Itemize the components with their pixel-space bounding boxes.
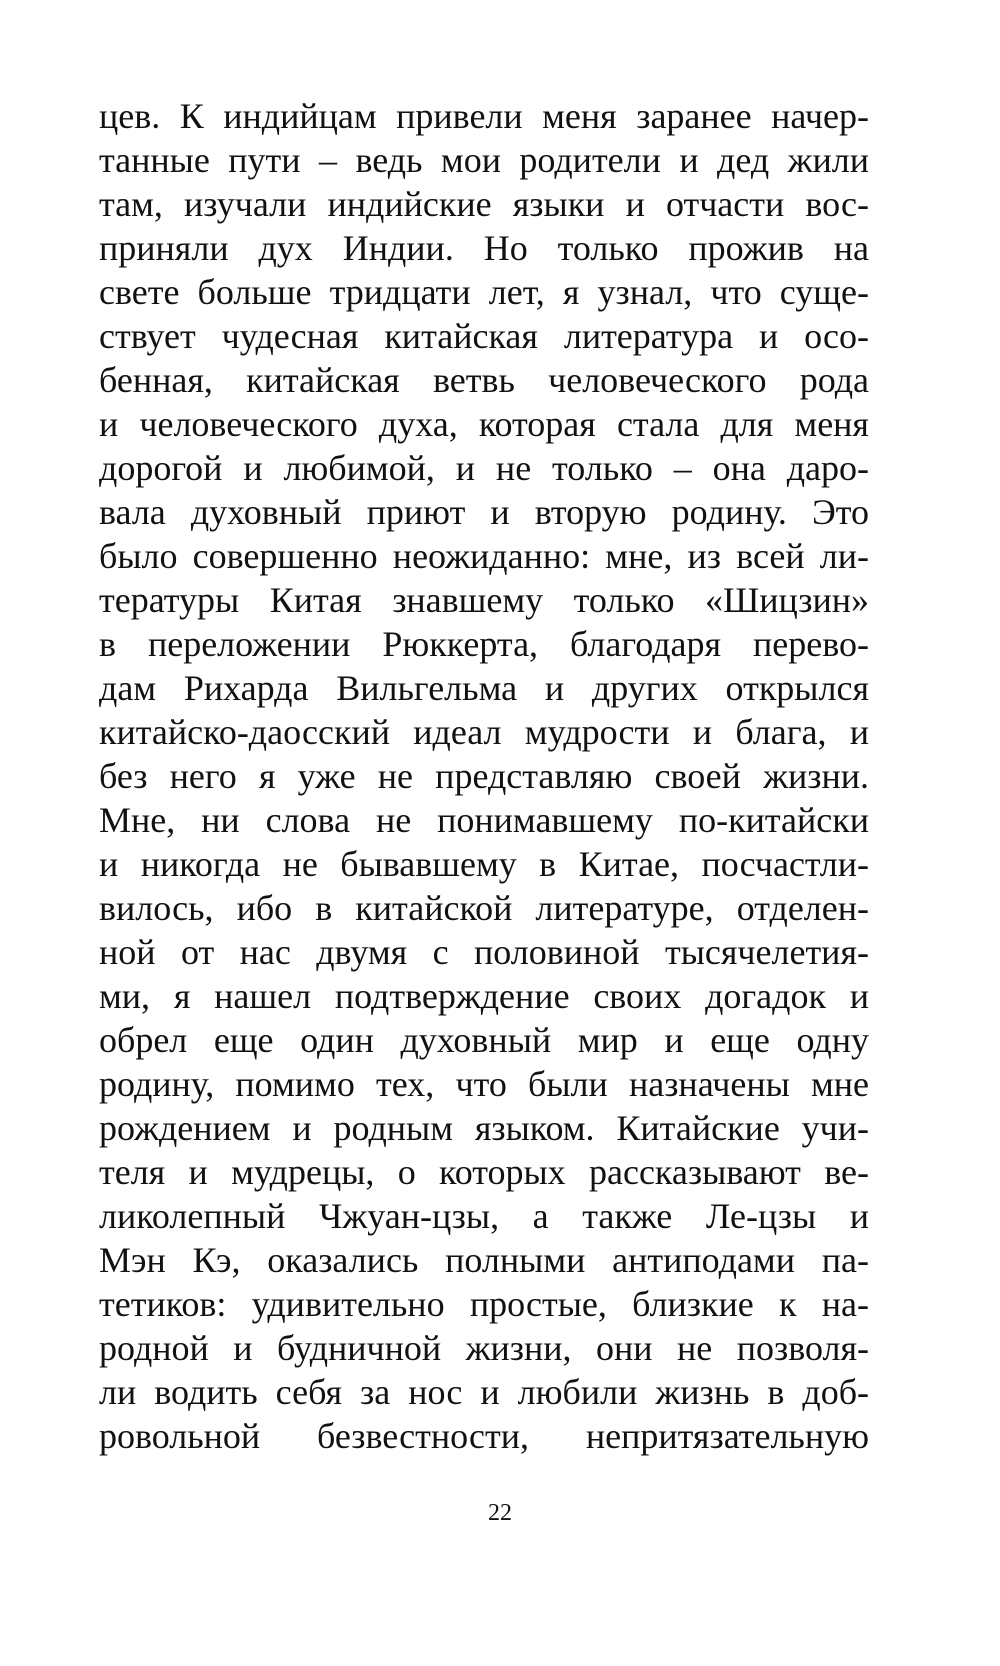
text-line: дам Рихарда Вильгельма и других открылся	[99, 668, 869, 708]
text-line: теля и мудрецы, о которых рассказывают ве-	[99, 1152, 869, 1192]
text-line: ликолепный Чжуан-цзы, а также Ле-цзы и	[99, 1196, 869, 1236]
text-line: вала духовный приют и вторую родину. Это	[99, 492, 869, 532]
text-line: и человеческого духа, которая стала для меня	[99, 404, 869, 444]
text-line: ствует чудесная китайская литература и осо-	[99, 316, 869, 356]
text-line: в переложении Рюккерта, благодаря перево-	[99, 624, 869, 664]
text-line: там, изучали индийские языки и отчасти вос-	[99, 184, 869, 224]
text-line: цев. К индийцам привели меня заранее начер-	[99, 96, 869, 136]
text-line: и никогда не бывавшему в Китае, посчастли-	[99, 844, 869, 884]
text-line: родину, помимо тех, что были назначены мне	[99, 1064, 869, 1104]
page-number: 22	[488, 1500, 512, 1526]
text-line: без него я уже не представляю своей жизни.	[99, 756, 869, 796]
text-line: Мэн Кэ, оказались полными антиподами па-	[99, 1240, 869, 1280]
body-text	[99, 94, 869, 1458]
text-line: дорогой и любимой, и не только – она даро-	[99, 448, 869, 488]
text-line: приняли дух Индии. Но только прожив на	[99, 228, 869, 268]
text-line: тературы Китая знавшему только «Шицзин»	[99, 580, 869, 620]
text-line: тетиков: удивительно простые, близкие к на-	[99, 1284, 869, 1324]
text-line: китайско-даосский идеал мудрости и блага, и	[99, 712, 869, 752]
text-line: ми, я нашел подтверждение своих догадок и	[99, 976, 869, 1016]
text-line: было совершенно неожиданно: мне, из всей ли-	[99, 536, 869, 576]
text-line: ли водить себя за нос и любили жизнь в доб-	[99, 1372, 869, 1412]
text-line: рождением и родным языком. Китайские учи-	[99, 1108, 869, 1148]
text-line: обрел еще один духовный мир и еще одну	[99, 1020, 869, 1060]
text-line: свете больше тридцати лет, я узнал, что суще-	[99, 272, 869, 312]
text-line: вилось, ибо в китайской литературе, отделен-	[99, 888, 869, 928]
text-line: Мне, ни слова не понимавшему по-китайски	[99, 800, 869, 840]
text-line: танные пути – ведь мои родители и дед жили	[99, 140, 869, 180]
text-line: бенная, китайская ветвь человеческого рода	[99, 360, 869, 400]
text-line: родной и будничной жизни, они не позволя-	[99, 1328, 869, 1368]
text-line: ровольной безвестности, непритязательную	[99, 1416, 869, 1456]
text-line: ной от нас двумя с половиной тысячелетия-	[99, 932, 869, 972]
